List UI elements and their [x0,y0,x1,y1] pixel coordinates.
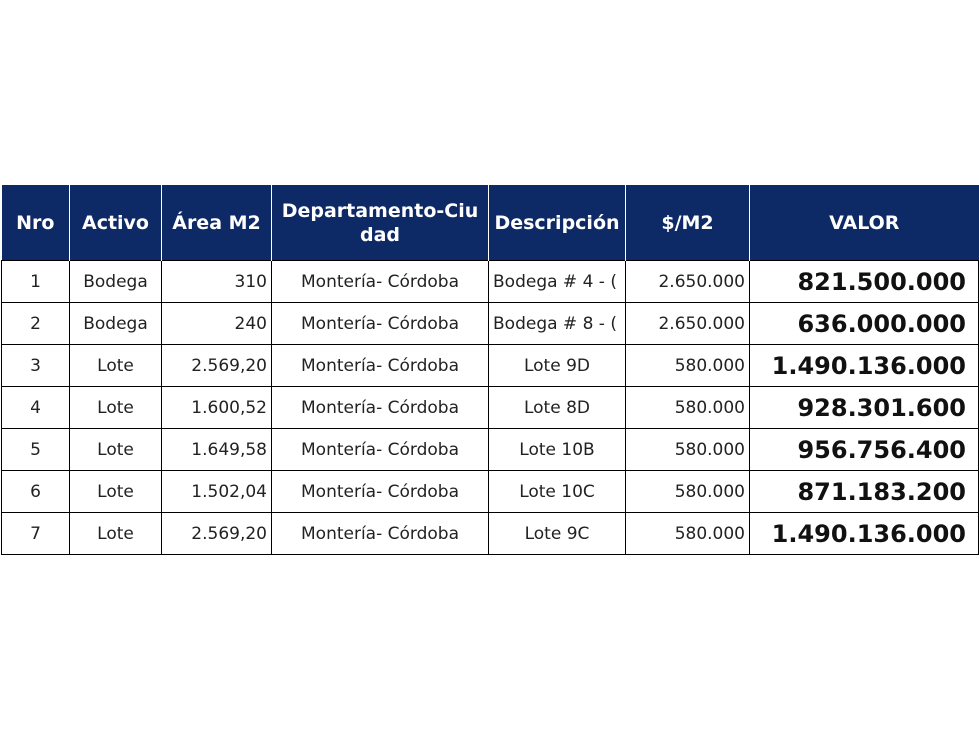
cell-valor: 871.183.200 [750,471,979,513]
cell-activo: Lote [70,345,162,387]
cell-departamento: Montería- Córdoba [272,429,489,471]
cell-valor: 821.500.000 [750,261,979,303]
cell-valor: 928.301.600 [750,387,979,429]
cell-departamento: Montería- Córdoba [272,303,489,345]
table-row [2,261,979,303]
cell-valor: 1.490.136.000 [750,513,979,555]
cell-nro: 3 [2,345,70,387]
cell-precio-m2: 2.650.000 [626,261,750,303]
cell-activo: Bodega [70,261,162,303]
header-valor: VALOR [750,185,979,261]
cell-departamento: Montería- Córdoba [272,513,489,555]
cell-precio-m2: 580.000 [626,345,750,387]
cell-descripcion: Lote 8D [489,387,626,429]
cell-nro: 7 [2,513,70,555]
cell-descripcion: Lote 10C [489,471,626,513]
header-area: Área M2 [162,185,272,261]
table-row [2,387,979,429]
property-table [1,185,979,555]
cell-departamento: Montería- Córdoba [272,345,489,387]
cell-nro: 6 [2,471,70,513]
cell-descripcion: Lote 9D [489,345,626,387]
cell-area: 240 [162,303,272,345]
table-row [2,513,979,555]
cell-precio-m2: 2.650.000 [626,303,750,345]
cell-activo: Lote [70,471,162,513]
table-row [2,345,979,387]
cell-departamento: Montería- Córdoba [272,261,489,303]
cell-activo: Lote [70,429,162,471]
cell-valor: 956.756.400 [750,429,979,471]
cell-activo: Lote [70,387,162,429]
cell-descripcion: Bodega # 4 - ( [489,261,626,303]
cell-precio-m2: 580.000 [626,471,750,513]
cell-departamento: Montería- Córdoba [272,471,489,513]
header-departamento: Departamento-Ciudad [272,185,489,261]
cell-area: 1.600,52 [162,387,272,429]
cell-area: 310 [162,261,272,303]
header-row [2,185,979,261]
cell-activo: Lote [70,513,162,555]
cell-nro: 4 [2,387,70,429]
cell-valor: 636.000.000 [750,303,979,345]
cell-descripcion: Lote 9C [489,513,626,555]
cell-precio-m2: 580.000 [626,513,750,555]
cell-area: 1.502,04 [162,471,272,513]
table-header [2,185,979,261]
cell-area: 1.649,58 [162,429,272,471]
header-descripcion: Descripción [489,185,626,261]
header-precio-m2: $/M2 [626,185,750,261]
cell-activo: Bodega [70,303,162,345]
table-row [2,303,979,345]
cell-descripcion: Lote 10B [489,429,626,471]
cell-descripcion: Bodega # 8 - ( [489,303,626,345]
cell-nro: 1 [2,261,70,303]
table-body [2,261,979,555]
table-row [2,471,979,513]
cell-precio-m2: 580.000 [626,387,750,429]
cell-area: 2.569,20 [162,345,272,387]
cell-precio-m2: 580.000 [626,429,750,471]
cell-nro: 5 [2,429,70,471]
cell-valor: 1.490.136.000 [750,345,979,387]
table-row [2,429,979,471]
cell-area: 2.569,20 [162,513,272,555]
cell-nro: 2 [2,303,70,345]
header-nro: Nro [2,185,70,261]
header-activo: Activo [70,185,162,261]
cell-departamento: Montería- Córdoba [272,387,489,429]
